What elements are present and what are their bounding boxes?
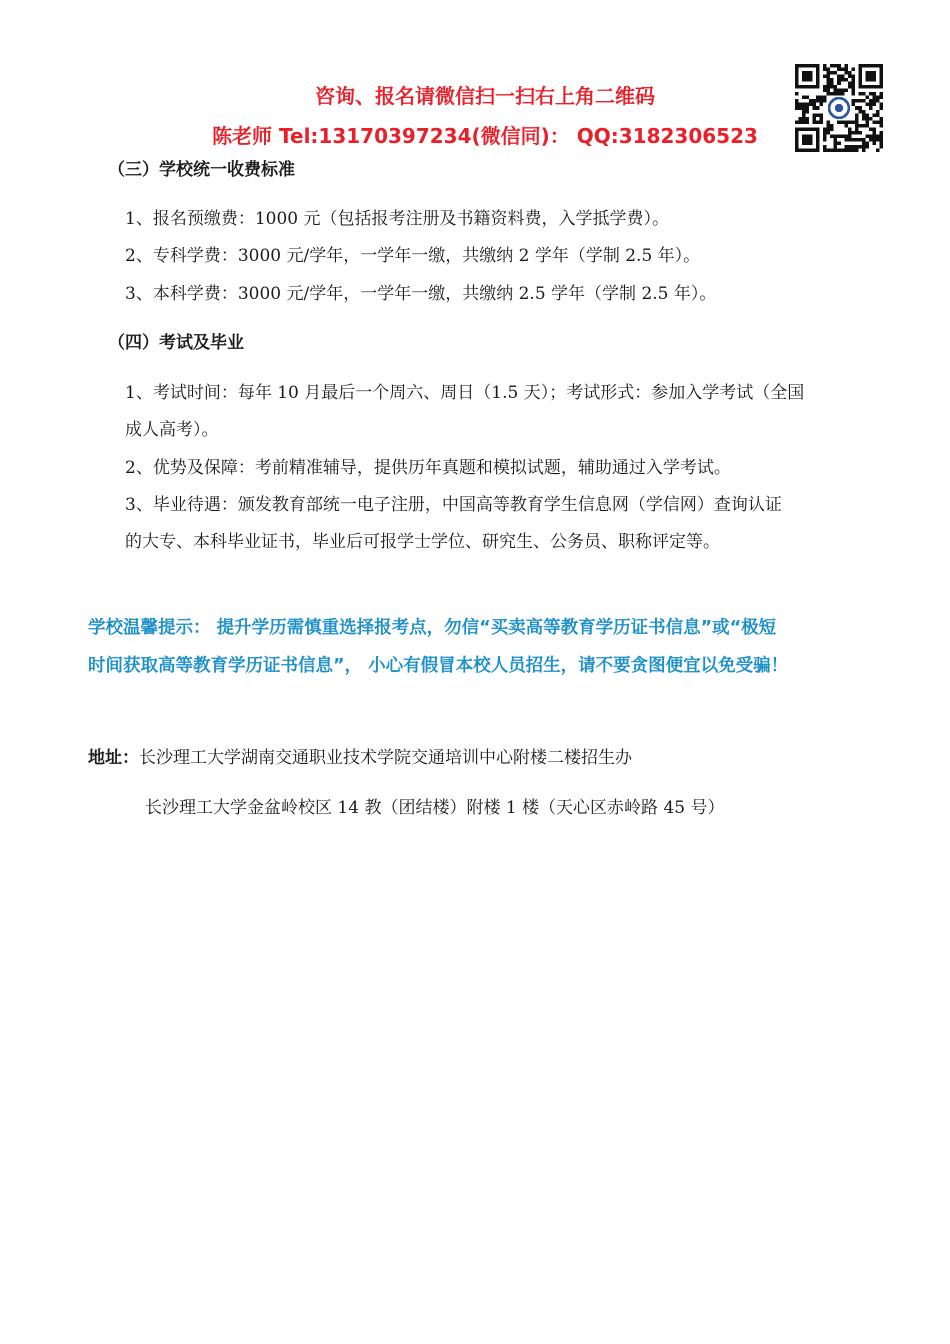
- contact-headline: 咨询、报名请微信扫一扫右上角二维码: [315, 84, 655, 108]
- exam-item-graduation-line1: 3、毕业待遇：颁发教育部统一电子注册，中国高等教育学生信息网（学信网）查询认证: [125, 495, 782, 515]
- address-line2: 长沙理工大学金盆岭校区 14 教（团结楼）附楼 1 楼（天心区赤岭路 45 号）: [145, 798, 725, 818]
- fee-item-registration: 1、报名预缴费：1000 元（包括报考注册及书籍资料费，入学抵学费）。: [125, 209, 669, 229]
- exam-item-graduation-line2: 的大专、本科毕业证书，毕业后可报学士学位、研究生、公务员、职称评定等。: [125, 532, 720, 552]
- contact-phone-qq: 陈老师 Tel:13170397234(微信同)： QQ:3182306523: [212, 124, 758, 148]
- section3-title: （三）学校统一收费标准: [108, 160, 295, 180]
- warning-notice-line1: 学校温馨提示： 提升学历需慎重选择报考点，勿信“买卖高等教育学历证书信息”或“极短: [88, 618, 777, 638]
- fee-item-junior-college: 2、专科学费：3000 元/学年，一学年一缴，共缴纳 2 学年（学制 2.5 年）。: [125, 246, 701, 266]
- fee-item-undergraduate: 3、本科学费：3000 元/学年，一学年一缴，共缴纳 2.5 学年（学制 2.5 年）。: [125, 284, 717, 304]
- qr-code-icon[interactable]: [795, 64, 883, 152]
- address-text-line1: 长沙理工大学湖南交通职业技术学院交通培训中心附楼二楼招生办: [139, 748, 632, 768]
- section4-title: （四）考试及毕业: [108, 333, 244, 353]
- exam-item-time-line1: 1、考试时间：每年 10 月最后一个周六、周日（1.5 天）；考试形式：参加入学考试（全国: [125, 383, 805, 403]
- warning-notice-line2: 时间获取高等教育学历证书信息”， 小心有假冒本校人员招生，请不要贪图便宜以免受骗！: [88, 656, 789, 676]
- exam-item-advantage: 2、优势及保障：考前精准辅导，提供历年真题和模拟试题，辅助通过入学考试。: [125, 458, 731, 478]
- address-line1: [88, 743, 632, 768]
- exam-item-time-line2: 成人高考）。: [125, 420, 219, 440]
- address-label: 地址：: [88, 748, 139, 768]
